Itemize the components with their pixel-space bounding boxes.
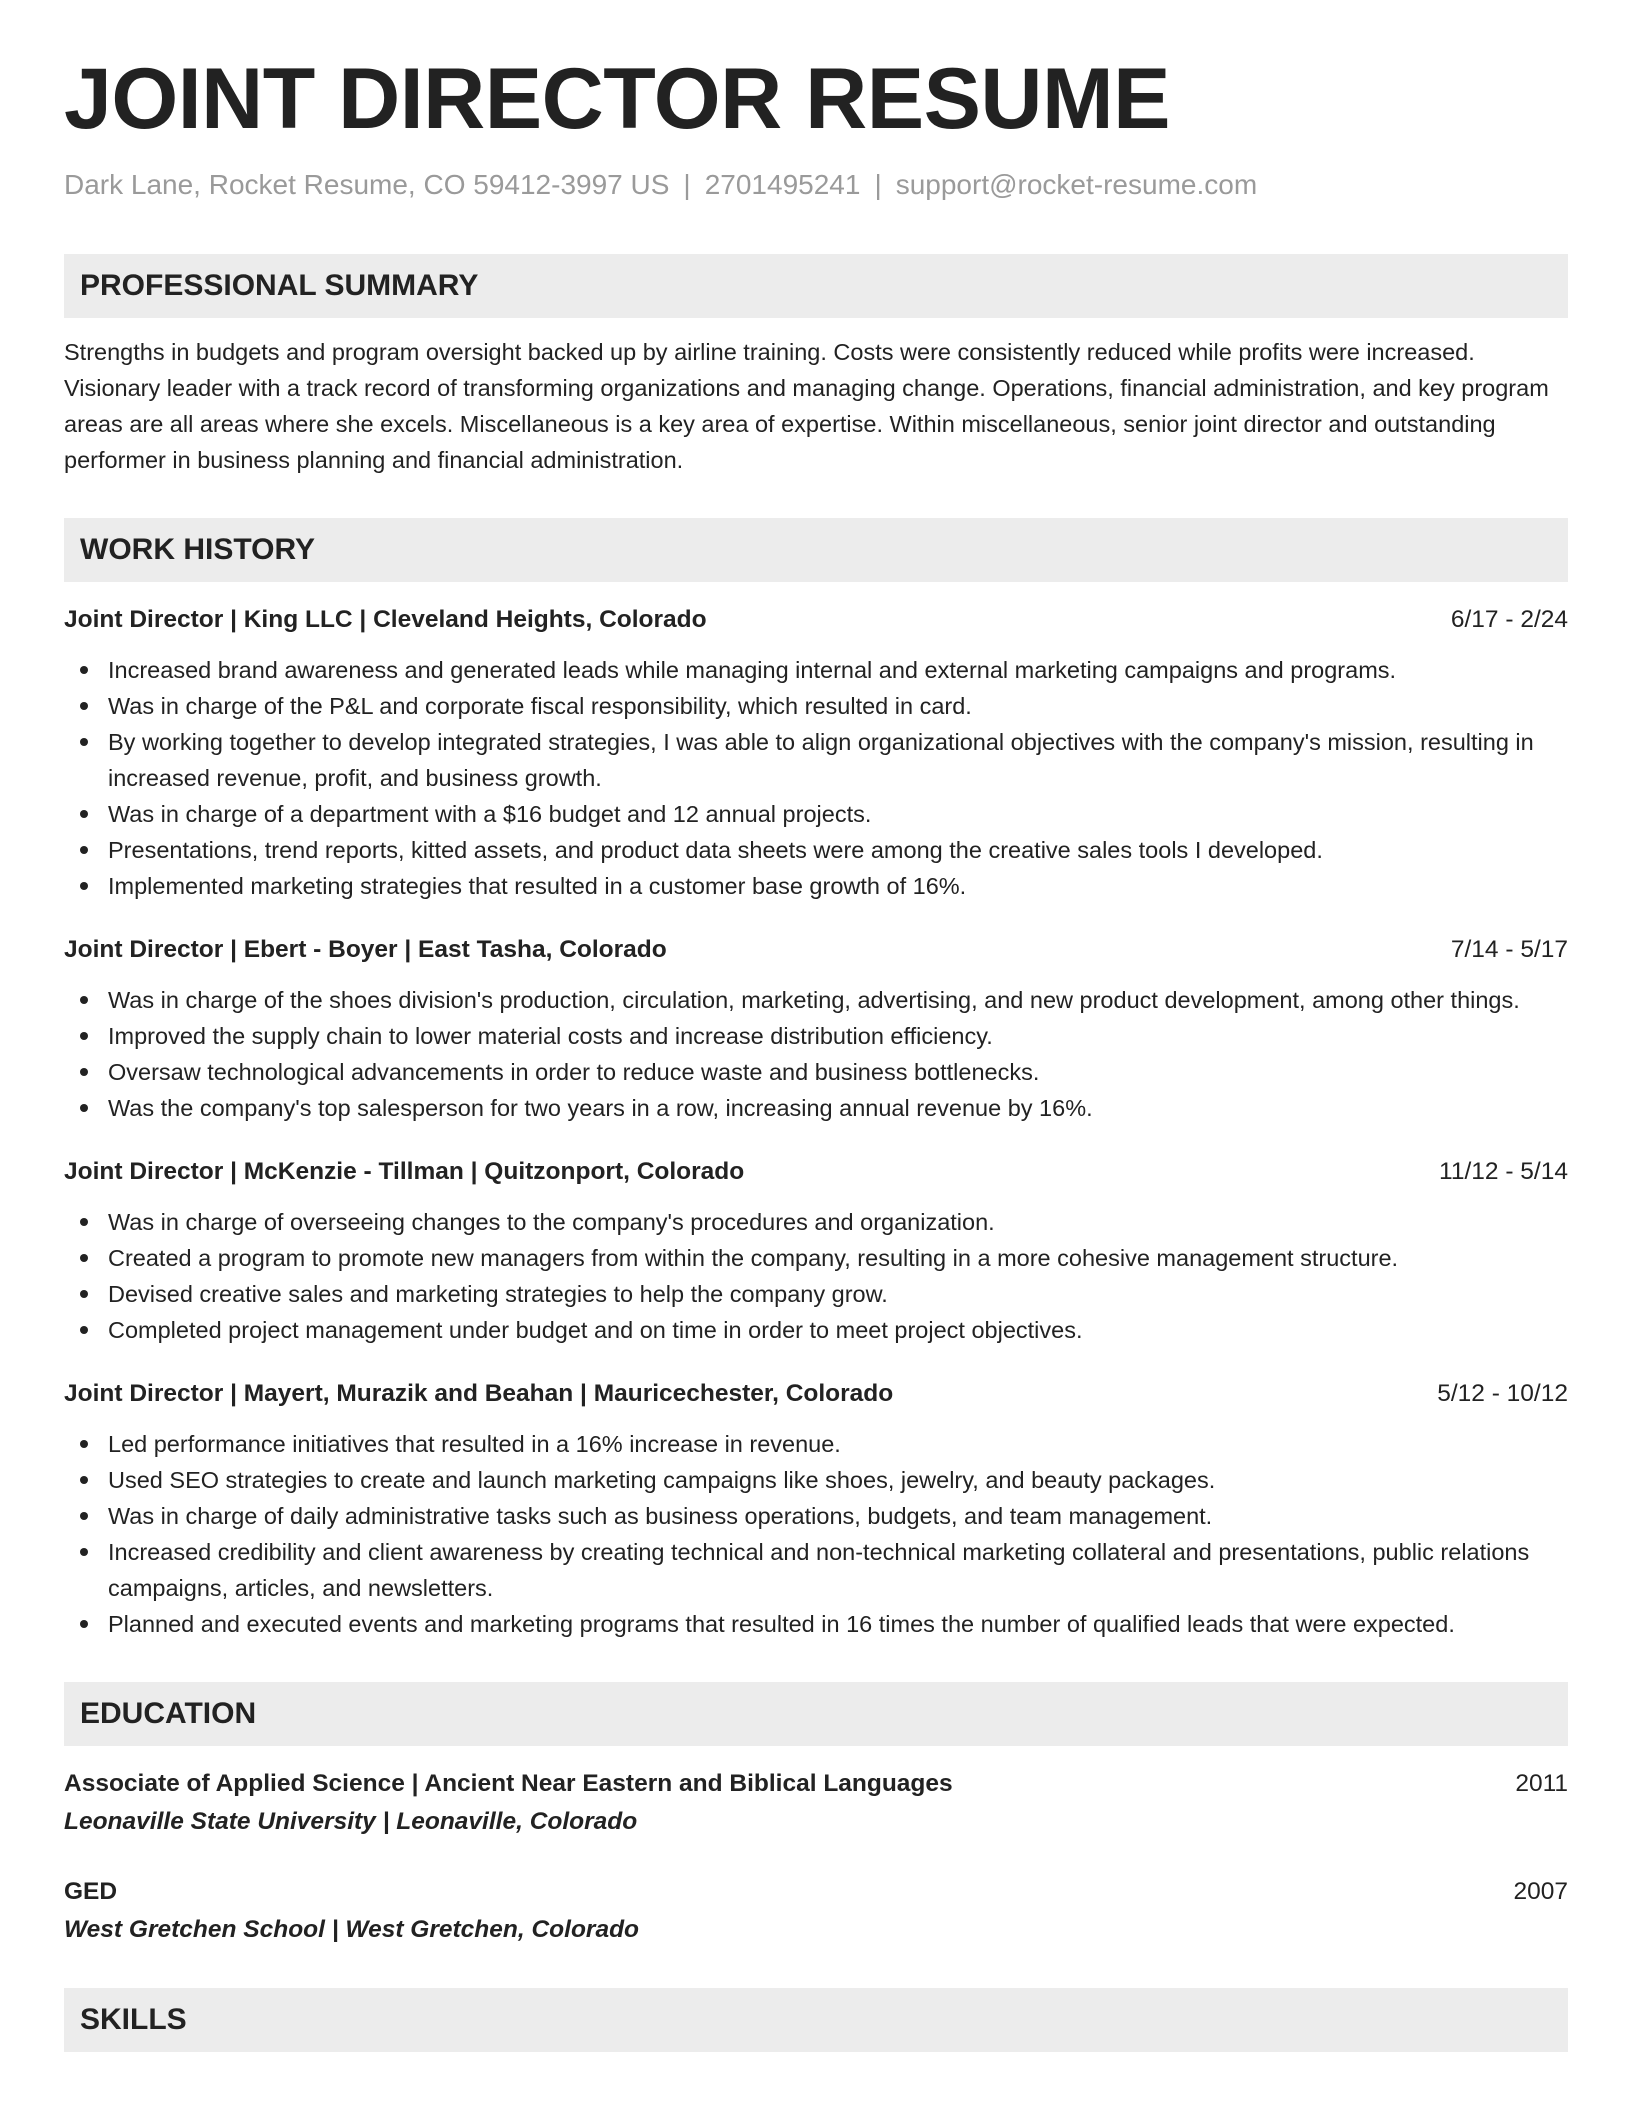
job-bullet: Was the company's top salesperson for two years in a row, increasing annual revenue by 16%.	[64, 1090, 1568, 1126]
education-year: 2011	[1515, 1769, 1568, 1797]
job-entry	[64, 932, 1568, 1126]
job-title: Joint Director | McKenzie - Tillman | Quitzonport, Colorado	[64, 1157, 745, 1185]
education-degree: GED	[64, 1877, 118, 1905]
education-school: Leonaville State University | Leonaville, Colorado	[64, 1807, 638, 1835]
job-dates: 5/12 - 10/12	[1437, 1379, 1568, 1407]
section-heading-work: WORK HISTORY	[64, 518, 1568, 582]
education-school: West Gretchen School | West Gretchen, Colorado	[64, 1915, 639, 1943]
page-title: JOINT DIRECTOR RESUME	[64, 51, 1171, 147]
job-entry	[64, 1376, 1568, 1642]
education-entry	[64, 1766, 1568, 1840]
contact-separator: |	[683, 169, 691, 200]
contact-separator: |	[874, 169, 882, 200]
job-bullets	[64, 1426, 1568, 1642]
section-heading-skills: SKILLS	[64, 1988, 1568, 2052]
job-dates: 6/17 - 2/24	[1450, 605, 1568, 633]
job-bullets	[64, 1204, 1568, 1348]
job-bullet: Was in charge of the P&L and corporate fiscal responsibility, which resulted in card.	[64, 688, 1568, 724]
job-bullet: Was in charge of daily administrative tasks such as business operations, budgets, and team management.	[64, 1498, 1568, 1534]
job-bullet: Implemented marketing strategies that resulted in a customer base growth of 16%.	[64, 868, 1568, 904]
job-header	[64, 1154, 1568, 1190]
job-header	[64, 602, 1568, 638]
summary-text: Strengths in budgets and program oversight backed up by airline training. Costs were consistently reduced while profits were increased. Visionary leader with a track record of transforming organizations and managing change. Operations, financial administration, and key program areas are all areas where she excels. Miscellaneous is a key area of expertise. Within miscellaneous, senior joint director and outstanding performer in business planning and financial administration.	[64, 338, 1549, 473]
education-header	[64, 1766, 1568, 1802]
job-dates: 11/12 - 5/14	[1439, 1157, 1568, 1185]
job-bullet: Used SEO strategies to create and launch marketing campaigns like shoes, jewelry, and beauty packages.	[64, 1462, 1568, 1498]
job-title: Joint Director | King LLC | Cleveland Heights, Colorado	[64, 605, 707, 633]
job-bullet: Led performance initiatives that resulted in a 16% increase in revenue.	[64, 1426, 1568, 1462]
job-bullet: Completed project management under budget and on time in order to meet project objectives.	[64, 1312, 1568, 1348]
contact-email: support@rocket-resume.com	[895, 169, 1258, 200]
job-header	[64, 1376, 1568, 1412]
section-heading-summary: PROFESSIONAL SUMMARY	[64, 254, 1568, 318]
job-bullet: Was in charge of overseeing changes to the company's procedures and organization.	[64, 1204, 1568, 1240]
job-bullet: Presentations, trend reports, kitted assets, and product data sheets were among the creative sales tools I developed.	[64, 832, 1568, 868]
job-bullet: Was in charge of a department with a $16 budget and 12 annual projects.	[64, 796, 1568, 832]
job-bullet: Increased brand awareness and generated leads while managing internal and external marketing campaigns and programs.	[64, 652, 1568, 688]
contact-address: Dark Lane, Rocket Resume, CO 59412-3997 US	[64, 169, 670, 200]
job-bullet: Improved the supply chain to lower material costs and increase distribution efficiency.	[64, 1018, 1568, 1054]
job-bullets	[64, 652, 1568, 904]
job-title: Joint Director | Mayert, Murazik and Beahan | Mauricechester, Colorado	[64, 1379, 894, 1407]
job-title: Joint Director | Ebert - Boyer | East Tasha, Colorado	[64, 935, 667, 963]
education-header	[64, 1874, 1568, 1910]
education-year: 2007	[1513, 1877, 1568, 1905]
contact-line	[64, 168, 1568, 202]
contact-phone: 2701495241	[704, 169, 861, 200]
education-entry	[64, 1874, 1568, 1948]
job-bullet: Oversaw technological advancements in order to reduce waste and business bottlenecks.	[64, 1054, 1568, 1090]
job-bullet: Created a program to promote new managers from within the company, resulting in a more cohesive management structure.	[64, 1240, 1568, 1276]
job-bullets	[64, 982, 1568, 1126]
job-header	[64, 932, 1568, 968]
job-dates: 7/14 - 5/17	[1450, 935, 1568, 963]
job-entry	[64, 602, 1568, 904]
job-bullet: Devised creative sales and marketing strategies to help the company grow.	[64, 1276, 1568, 1312]
education-degree: Associate of Applied Science | Ancient Near Eastern and Biblical Languages	[64, 1769, 953, 1797]
job-bullet: Was in charge of the shoes division's production, circulation, marketing, advertising, and new product development, among other things.	[64, 982, 1568, 1018]
section-heading-education: EDUCATION	[64, 1682, 1568, 1746]
job-entry	[64, 1154, 1568, 1348]
job-bullet: By working together to develop integrated strategies, I was able to align organizational objectives with the company's mission, resulting in increased revenue, profit, and business growth.	[64, 724, 1568, 796]
job-bullet: Planned and executed events and marketing programs that resulted in 16 times the number of qualified leads that were expected.	[64, 1606, 1568, 1642]
job-bullet: Increased credibility and client awareness by creating technical and non-technical marketing collateral and presentations, public relations campaigns, articles, and newsletters.	[64, 1534, 1568, 1606]
